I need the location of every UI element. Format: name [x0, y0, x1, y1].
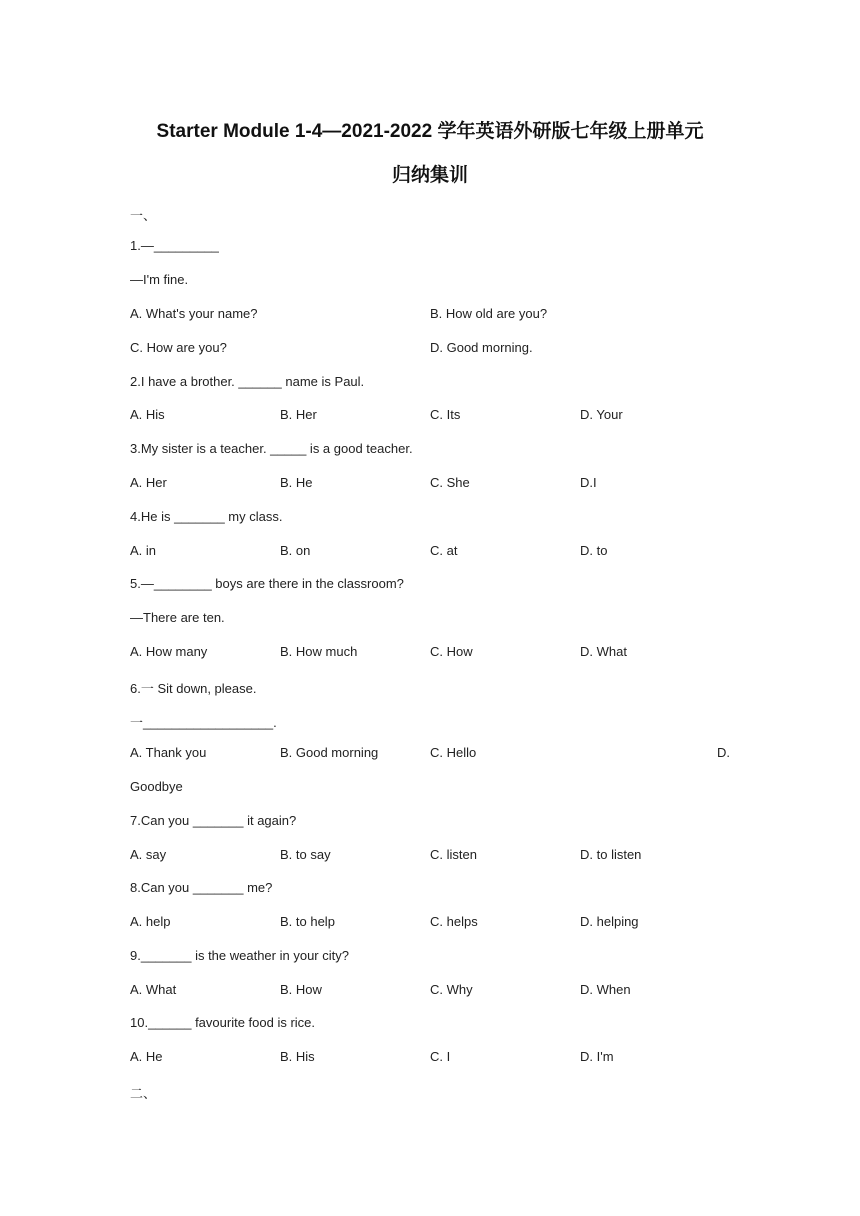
option-c: C. How are you? [130, 340, 227, 355]
option-d: D.I [580, 475, 597, 490]
option-b: B. How old are you? [430, 306, 548, 321]
option-a: A. say [130, 847, 167, 862]
option-b: B. He [280, 475, 313, 490]
question-stem: 4.He is _______ my class. [130, 509, 283, 524]
question-stem: 7.Can you _______ it again? [130, 813, 297, 828]
answer-line: 一__________________. [130, 715, 277, 730]
option-b: B. How [280, 982, 322, 997]
option-c: C. Hello [430, 745, 477, 760]
option-c: C. listen [430, 847, 477, 862]
option-a: A. in [130, 543, 157, 558]
question-stem: 9._______ is the weather in your city? [130, 948, 349, 963]
option-d-text: Goodbye [130, 779, 183, 794]
option-b: B. to help [280, 914, 335, 929]
option-a: A. He [130, 1049, 163, 1064]
option-c: C. How [430, 644, 473, 659]
section-one-heading: 一、 [130, 208, 157, 223]
option-a: A. How many [130, 644, 208, 659]
option-a: A. His [130, 407, 165, 422]
answer-line: —There are ten. [130, 610, 225, 625]
option-c: C. She [430, 475, 470, 490]
option-a: A. Her [130, 475, 167, 490]
option-d: D. Good morning. [430, 340, 533, 355]
option-b: B. Her [280, 407, 317, 422]
option-a: A. What's your name? [130, 306, 258, 321]
option-d: D. helping [580, 914, 639, 929]
question-stem: 1.—_________ [130, 238, 219, 253]
option-d: D. Your [580, 407, 623, 422]
section-two-heading: 二、 [130, 1086, 157, 1101]
option-c: C. helps [430, 914, 478, 929]
option-d: D. What [580, 644, 627, 659]
question-stem: 6.一 Sit down, please. [130, 681, 257, 696]
option-b: B. How much [280, 644, 358, 659]
option-d: D. When [580, 982, 631, 997]
option-a: A. What [130, 982, 177, 997]
option-c: C. at [430, 543, 458, 558]
question-stem: 8.Can you _______ me? [130, 880, 273, 895]
option-b: B. on [280, 543, 311, 558]
title-line-1: Starter Module 1-4—2021-2022 学年英语外研版七年级上册单元 [156, 121, 704, 142]
question-stem: 2.I have a brother. ______ name is Paul. [130, 374, 365, 389]
title-line-2: 归纳集训 [391, 165, 468, 186]
option-d: D. to [580, 543, 608, 558]
option-b: B. His [280, 1049, 315, 1064]
option-b: B. to say [280, 847, 331, 862]
option-c: C. I [430, 1049, 451, 1064]
option-d: D. to listen [580, 847, 642, 862]
option-b: B. Good morning [280, 745, 379, 760]
question-stem: 3.My sister is a teacher. _____ is a good teacher. [130, 441, 413, 456]
option-d-letter: D. [717, 745, 730, 760]
option-d: D. I'm [580, 1049, 614, 1064]
option-a: A. help [130, 914, 171, 929]
option-c: C. Its [430, 407, 461, 422]
question-stem: 5.—________ boys are there in the classroom? [130, 576, 404, 591]
option-a: A. Thank you [130, 745, 207, 760]
option-c: C. Why [430, 982, 473, 997]
answer-line: —I'm fine. [130, 272, 189, 287]
question-stem: 10.______ favourite food is rice. [130, 1015, 316, 1030]
